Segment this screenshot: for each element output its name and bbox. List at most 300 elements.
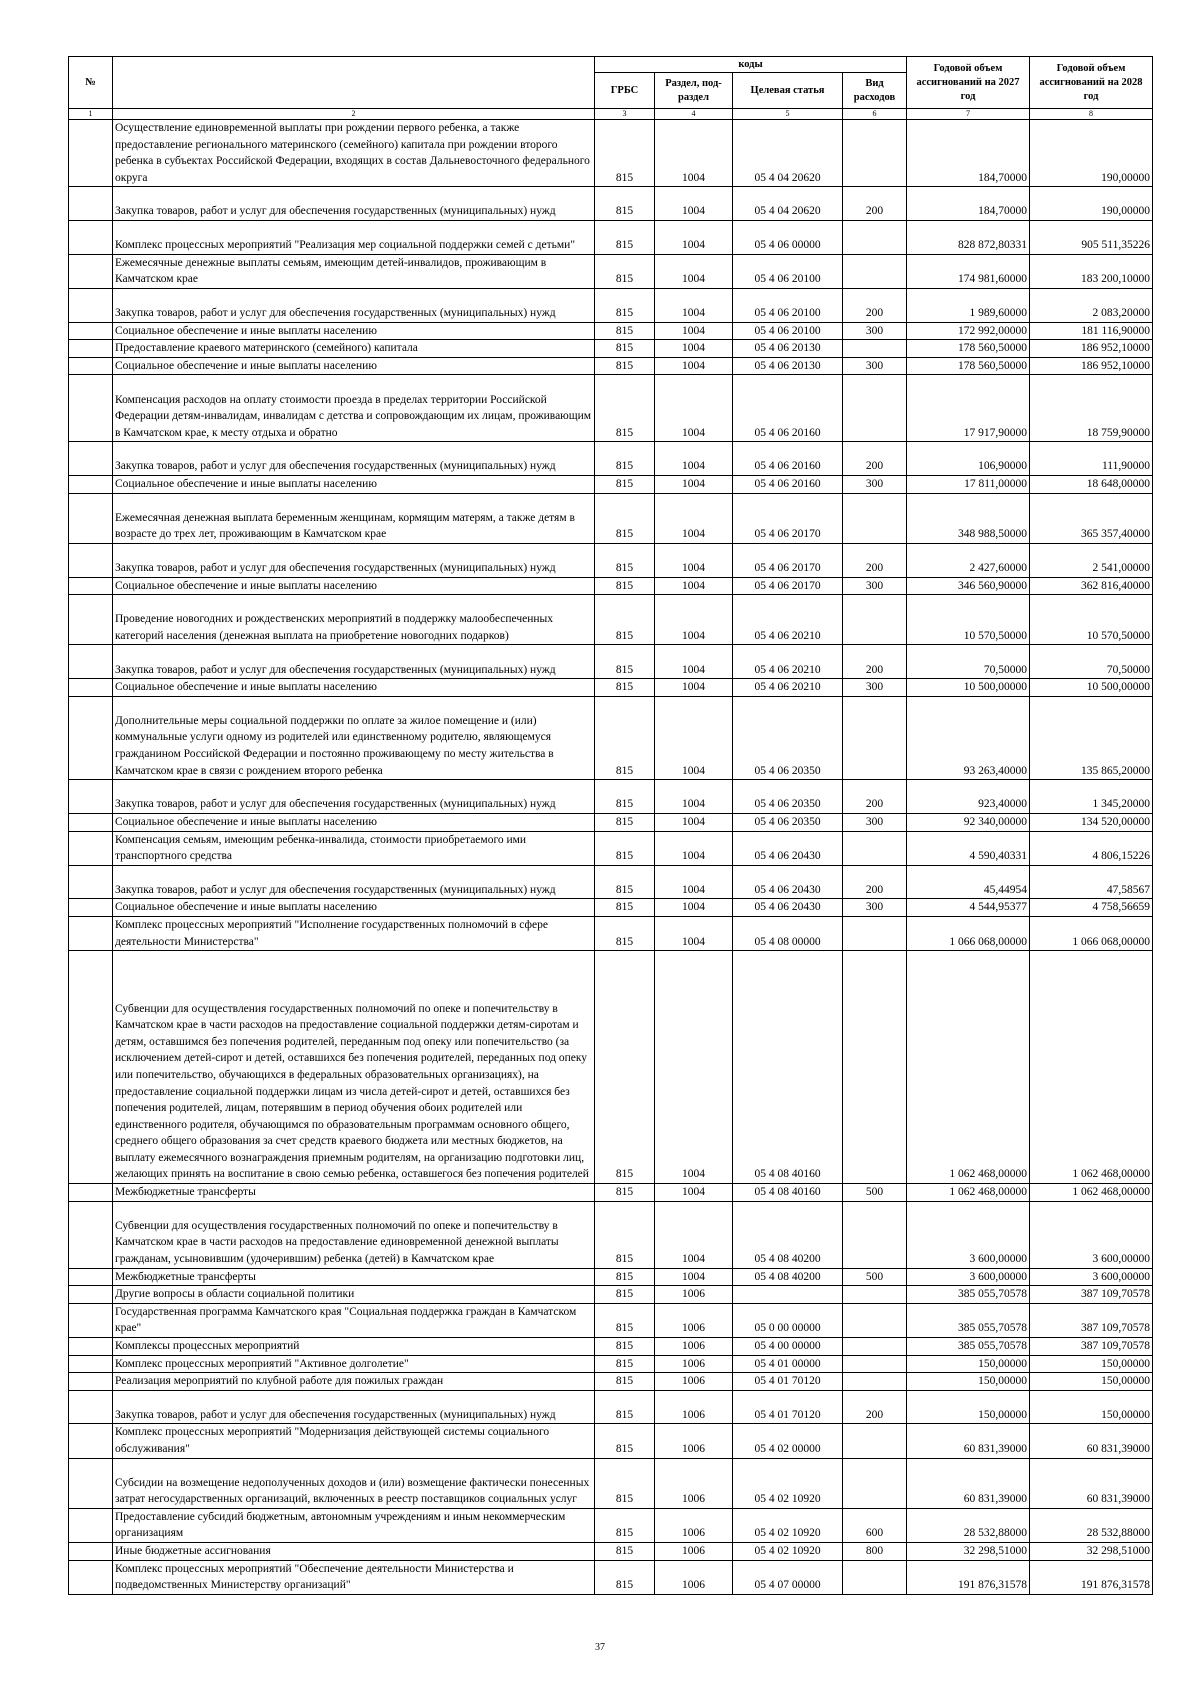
table-row [69,1508,1153,1542]
row-2027-cell: 93 263,40000 [907,696,1030,780]
row-number-cell [69,475,113,493]
row-2027-cell: 70,50000 [907,645,1030,679]
header-razdel: Раздел, под-раздел [655,73,733,109]
row-grbs-cell: 815 [595,645,655,679]
row-2027-cell: 1 062 468,00000 [907,951,1030,1184]
row-name-cell: Закупка товаров, работ и услуг для обеспечения государственных (муниципальных) нужд [113,645,595,679]
row-number-cell [69,1458,113,1508]
row-grbs-cell: 815 [595,288,655,322]
row-grbs-cell: 815 [595,916,655,950]
row-grbs-cell: 815 [595,442,655,476]
table-row [69,1201,1153,1268]
row-2027-cell: 10 570,50000 [907,595,1030,645]
row-razdel-cell: 1004 [655,899,733,917]
row-name-cell: Социальное обеспечение и иные выплаты населению [113,899,595,917]
row-statya-cell: 05 4 06 20430 [733,831,843,865]
row-2028-cell: 134 520,00000 [1030,813,1153,831]
row-2027-cell: 60 831,39000 [907,1458,1030,1508]
table-row [69,1337,1153,1355]
row-grbs-cell: 815 [595,1303,655,1337]
table-row [69,679,1153,697]
row-number-cell [69,375,113,442]
row-2028-cell: 186 952,10000 [1030,357,1153,375]
row-vid-cell: 200 [843,865,907,899]
row-vid-cell: 200 [843,780,907,814]
colnum: 7 [907,109,1030,120]
table-row [69,254,1153,288]
row-2028-cell: 150,00000 [1030,1390,1153,1424]
row-2028-cell: 18 648,00000 [1030,475,1153,493]
header-codes: коды [595,57,907,73]
row-number-cell [69,1286,113,1304]
row-number-cell [69,1424,113,1458]
row-grbs-cell: 815 [595,1184,655,1202]
row-2027-cell: 3 600,00000 [907,1201,1030,1268]
row-statya-cell: 05 4 08 40200 [733,1268,843,1286]
table-row [69,865,1153,899]
row-grbs-cell: 815 [595,120,655,187]
row-2027-cell: 150,00000 [907,1390,1030,1424]
row-name-cell: Комплексы процессных мероприятий [113,1337,595,1355]
table-row [69,322,1153,340]
table-row [69,340,1153,358]
row-name-cell: Другие вопросы в области социальной политики [113,1286,595,1304]
row-name-cell: Проведение новогодних и рождественских мероприятий в поддержку малообеспеченных категорий населения (денежная выплата на приобретение новогодних подарков) [113,595,595,645]
row-vid-cell [843,120,907,187]
row-name-cell: Закупка товаров, работ и услуг для обеспечения государственных (муниципальных) нужд [113,442,595,476]
row-number-cell [69,696,113,780]
row-grbs-cell: 815 [595,254,655,288]
row-vid-cell: 500 [843,1184,907,1202]
row-vid-cell: 200 [843,1390,907,1424]
row-statya-cell: 05 4 01 70120 [733,1373,843,1391]
row-2028-cell: 186 952,10000 [1030,340,1153,358]
row-vid-cell: 200 [843,187,907,221]
row-statya-cell: 05 4 06 00000 [733,221,843,255]
row-statya-cell: 05 4 08 40200 [733,1201,843,1268]
row-razdel-cell: 1006 [655,1337,733,1355]
row-2027-cell: 385 055,70578 [907,1303,1030,1337]
row-2028-cell: 47,58567 [1030,865,1153,899]
row-razdel-cell: 1006 [655,1508,733,1542]
row-grbs-cell: 815 [595,1424,655,1458]
row-2027-cell: 1 066 068,00000 [907,916,1030,950]
row-grbs-cell: 815 [595,1373,655,1391]
colnum: 5 [733,109,843,120]
row-2027-cell: 385 055,70578 [907,1286,1030,1304]
row-2028-cell: 111,90000 [1030,442,1153,476]
row-razdel-cell: 1004 [655,254,733,288]
row-razdel-cell: 1004 [655,120,733,187]
row-number-cell [69,899,113,917]
table-row [69,951,1153,1184]
row-statya-cell: 05 4 06 20430 [733,899,843,917]
row-statya-cell: 05 4 06 20350 [733,696,843,780]
row-vid-cell [843,1458,907,1508]
row-razdel-cell: 1004 [655,187,733,221]
row-grbs-cell: 815 [595,187,655,221]
row-number-cell [69,187,113,221]
row-grbs-cell: 815 [595,475,655,493]
row-statya-cell: 05 4 04 20620 [733,120,843,187]
row-statya-cell: 05 4 06 20100 [733,254,843,288]
row-number-cell [69,1268,113,1286]
row-vid-cell: 600 [843,1508,907,1542]
row-statya-cell: 05 4 04 20620 [733,187,843,221]
row-statya-cell: 05 4 06 20430 [733,865,843,899]
row-2027-cell: 106,90000 [907,442,1030,476]
row-statya-cell: 05 4 06 20350 [733,813,843,831]
row-statya-cell: 05 4 07 00000 [733,1560,843,1594]
row-grbs-cell: 815 [595,1560,655,1594]
row-statya-cell: 05 4 06 20130 [733,357,843,375]
row-statya-cell: 05 4 06 20160 [733,375,843,442]
row-2027-cell: 4 544,95377 [907,899,1030,917]
row-statya-cell: 05 4 06 20350 [733,780,843,814]
table-row [69,1286,1153,1304]
row-number-cell [69,1390,113,1424]
row-2028-cell: 60 831,39000 [1030,1424,1153,1458]
row-name-cell: Ежемесячные денежные выплаты семьям, имеющим детей-инвалидов, проживающим в Камчатском крае [113,254,595,288]
table-row [69,187,1153,221]
row-grbs-cell: 815 [595,340,655,358]
row-grbs-cell: 815 [595,1201,655,1268]
row-vid-cell [843,951,907,1184]
row-razdel-cell: 1004 [655,951,733,1184]
row-razdel-cell: 1006 [655,1390,733,1424]
colnum: 4 [655,109,733,120]
row-grbs-cell: 815 [595,357,655,375]
row-vid-cell [843,1337,907,1355]
row-vid-cell [843,916,907,950]
row-2028-cell: 150,00000 [1030,1373,1153,1391]
row-razdel-cell: 1004 [655,645,733,679]
table-row [69,780,1153,814]
row-number-cell [69,679,113,697]
row-statya-cell: 05 4 06 20160 [733,475,843,493]
table-row [69,288,1153,322]
row-razdel-cell: 1004 [655,493,733,543]
row-statya-cell: 05 4 08 00000 [733,916,843,950]
header-vid: Вид расходов [843,73,907,109]
row-2028-cell: 135 865,20000 [1030,696,1153,780]
row-grbs-cell: 815 [595,696,655,780]
row-statya-cell: 05 4 02 10920 [733,1508,843,1542]
row-name-cell: Социальное обеспечение и иные выплаты населению [113,357,595,375]
table-row [69,645,1153,679]
row-2027-cell: 828 872,80331 [907,221,1030,255]
row-vid-cell: 300 [843,357,907,375]
row-grbs-cell: 815 [595,1268,655,1286]
row-number-cell [69,1303,113,1337]
row-razdel-cell: 1004 [655,288,733,322]
row-number-cell [69,1560,113,1594]
row-name-cell: Социальное обеспечение и иные выплаты населению [113,679,595,697]
row-number-cell [69,1201,113,1268]
row-name-cell: Субвенции для осуществления государственных полномочий по опеке и попечительству в Камчатском крае в части расходов на предоставление единовременной денежной выплаты гражданам, усыновившим (удочерившим) ребенка (детей) в Камчатском крае [113,1201,595,1268]
row-2028-cell: 2 083,20000 [1030,288,1153,322]
row-2028-cell: 362 816,40000 [1030,577,1153,595]
row-vid-cell: 800 [843,1543,907,1561]
header-2028: Годовой объем ассигнований на 2028 год [1030,57,1153,109]
row-name-cell: Комплекс процессных мероприятий "Обеспечение деятельности Министерства и подведомственных Министерству организаций" [113,1560,595,1594]
row-number-cell [69,120,113,187]
table-row [69,1268,1153,1286]
row-razdel-cell: 1006 [655,1424,733,1458]
row-name-cell: Социальное обеспечение и иные выплаты населению [113,475,595,493]
row-razdel-cell: 1004 [655,865,733,899]
row-razdel-cell: 1004 [655,442,733,476]
row-number-cell [69,340,113,358]
row-name-cell: Реализация мероприятий по клубной работе для пожилых граждан [113,1373,595,1391]
row-2028-cell: 387 109,70578 [1030,1337,1153,1355]
row-statya-cell: 05 4 08 40160 [733,1184,843,1202]
row-2028-cell: 191 876,31578 [1030,1560,1153,1594]
table-row [69,696,1153,780]
row-statya-cell: 05 4 02 00000 [733,1424,843,1458]
row-vid-cell [843,1286,907,1304]
row-vid-cell [843,1560,907,1594]
row-name-cell: Компенсация семьям, имеющим ребенка-инвалида, стоимости приобретаемого ими транспортного средства [113,831,595,865]
row-name-cell: Предоставление краевого материнского (семейного) капитала [113,340,595,358]
row-2028-cell: 387 109,70578 [1030,1286,1153,1304]
row-number-cell [69,322,113,340]
row-name-cell: Комплекс процессных мероприятий "Активное долголетие" [113,1355,595,1373]
row-name-cell: Комплекс процессных мероприятий "Модернизация действующей системы социального обслуживания" [113,1424,595,1458]
row-razdel-cell: 1004 [655,357,733,375]
row-razdel-cell: 1004 [655,696,733,780]
row-2027-cell: 150,00000 [907,1355,1030,1373]
row-razdel-cell: 1006 [655,1286,733,1304]
table-row [69,595,1153,645]
table-row [69,1355,1153,1373]
row-grbs-cell: 815 [595,1390,655,1424]
row-grbs-cell: 815 [595,1508,655,1542]
row-2028-cell: 190,00000 [1030,187,1153,221]
row-vid-cell: 200 [843,288,907,322]
row-2028-cell: 181 116,90000 [1030,322,1153,340]
row-statya-cell: 05 4 06 20210 [733,645,843,679]
row-2027-cell: 178 560,50000 [907,340,1030,358]
row-2027-cell: 32 298,51000 [907,1543,1030,1561]
row-grbs-cell: 815 [595,1337,655,1355]
row-statya-cell: 05 4 02 10920 [733,1543,843,1561]
row-2028-cell: 905 511,35226 [1030,221,1153,255]
table-row [69,442,1153,476]
row-vid-cell [843,1303,907,1337]
row-vid-cell: 200 [843,645,907,679]
row-2027-cell: 2 427,60000 [907,543,1030,577]
row-2028-cell: 10 500,00000 [1030,679,1153,697]
header-grbs: ГРБС [595,73,655,109]
row-name-cell: Предоставление субсидий бюджетным, автономным учреждениям и иным некоммерческим организациям [113,1508,595,1542]
page-number: 37 [595,1642,605,1653]
row-number-cell [69,595,113,645]
row-statya-cell: 05 4 06 20160 [733,442,843,476]
row-2028-cell: 183 200,10000 [1030,254,1153,288]
row-2028-cell: 32 298,51000 [1030,1543,1153,1561]
row-2028-cell: 2 541,00000 [1030,543,1153,577]
header-statya: Целевая статья [733,73,843,109]
row-2027-cell: 1 989,60000 [907,288,1030,322]
row-2027-cell: 3 600,00000 [907,1268,1030,1286]
row-2027-cell: 172 992,00000 [907,322,1030,340]
row-grbs-cell: 815 [595,813,655,831]
row-vid-cell: 500 [843,1268,907,1286]
row-2028-cell: 150,00000 [1030,1355,1153,1373]
row-2027-cell: 92 340,00000 [907,813,1030,831]
row-2027-cell: 348 988,50000 [907,493,1030,543]
row-number-cell [69,577,113,595]
row-grbs-cell: 815 [595,493,655,543]
row-2028-cell: 4 758,56659 [1030,899,1153,917]
row-2028-cell: 1 345,20000 [1030,780,1153,814]
table-row [69,375,1153,442]
row-grbs-cell: 815 [595,221,655,255]
row-number-cell [69,865,113,899]
row-name-cell: Социальное обеспечение и иные выплаты населению [113,322,595,340]
table-row [69,221,1153,255]
row-number-cell [69,1337,113,1355]
row-razdel-cell: 1006 [655,1458,733,1508]
row-number-cell [69,780,113,814]
row-2027-cell: 1 062 468,00000 [907,1184,1030,1202]
row-razdel-cell: 1006 [655,1373,733,1391]
row-vid-cell [843,375,907,442]
row-number-cell [69,1355,113,1373]
row-grbs-cell: 815 [595,899,655,917]
row-razdel-cell: 1004 [655,322,733,340]
row-razdel-cell: 1004 [655,475,733,493]
row-name-cell: Комплекс процессных мероприятий "Исполнение государственных полномочий в сфере деятельности Министерства" [113,916,595,950]
row-2028-cell: 1 062 468,00000 [1030,951,1153,1184]
header-2027: Годовой объем ассигнований на 2027 год [907,57,1030,109]
row-grbs-cell: 815 [595,577,655,595]
colnum: 1 [69,109,113,120]
row-2027-cell: 184,70000 [907,120,1030,187]
row-number-cell [69,1373,113,1391]
table-row [69,1373,1153,1391]
row-2028-cell: 365 357,40000 [1030,493,1153,543]
row-vid-cell [843,340,907,358]
row-number-cell [69,645,113,679]
row-name-cell: Ежемесячная денежная выплата беременным женщинам, кормящим матерям, а также детям в возрасте до трех лет, проживающим в Камчатском крае [113,493,595,543]
row-2028-cell: 3 600,00000 [1030,1201,1153,1268]
row-2028-cell: 60 831,39000 [1030,1458,1153,1508]
row-number-cell [69,1543,113,1561]
table-row [69,120,1153,187]
row-statya-cell: 05 4 06 20100 [733,322,843,340]
row-grbs-cell: 815 [595,595,655,645]
row-name-cell: Социальное обеспечение и иные выплаты населению [113,577,595,595]
row-2027-cell: 346 560,90000 [907,577,1030,595]
row-razdel-cell: 1004 [655,340,733,358]
table-row [69,1184,1153,1202]
row-2027-cell: 17 917,90000 [907,375,1030,442]
row-name-cell: Закупка товаров, работ и услуг для обеспечения государственных (муниципальных) нужд [113,187,595,221]
row-statya-cell: 05 4 06 20210 [733,679,843,697]
table-row [69,813,1153,831]
row-2027-cell: 150,00000 [907,1373,1030,1391]
header-name [113,57,595,109]
row-2028-cell: 10 570,50000 [1030,595,1153,645]
row-2027-cell: 923,40000 [907,780,1030,814]
row-razdel-cell: 1004 [655,1201,733,1268]
row-grbs-cell: 815 [595,865,655,899]
row-statya-cell: 05 4 08 40160 [733,951,843,1184]
row-number-cell [69,951,113,1184]
row-name-cell: Закупка товаров, работ и услуг для обеспечения государственных (муниципальных) нужд [113,865,595,899]
row-vid-cell [843,595,907,645]
row-grbs-cell: 815 [595,679,655,697]
row-2028-cell: 3 600,00000 [1030,1268,1153,1286]
row-2028-cell: 70,50000 [1030,645,1153,679]
row-2027-cell: 385 055,70578 [907,1337,1030,1355]
row-statya-cell: 05 4 02 10920 [733,1458,843,1508]
row-vid-cell: 300 [843,322,907,340]
row-grbs-cell: 815 [595,375,655,442]
row-grbs-cell: 815 [595,951,655,1184]
row-razdel-cell: 1004 [655,780,733,814]
row-razdel-cell: 1006 [655,1303,733,1337]
row-statya-cell: 05 4 06 20170 [733,543,843,577]
row-2027-cell: 28 532,88000 [907,1508,1030,1542]
row-name-cell: Закупка товаров, работ и услуг для обеспечения государственных (муниципальных) нужд [113,543,595,577]
row-statya-cell: 05 4 00 00000 [733,1337,843,1355]
row-razdel-cell: 1004 [655,375,733,442]
row-vid-cell [843,1355,907,1373]
row-name-cell: Компенсация расходов на оплату стоимости проезда в пределах территории Российской Федерации детям-инвалидам, инвалидам с детства и сопровождающим их лицам, проживающим в Камчатском крае, к месту отдыха и обратно [113,375,595,442]
row-2028-cell: 18 759,90000 [1030,375,1153,442]
budget-table [68,56,1153,1595]
row-grbs-cell: 815 [595,1286,655,1304]
row-name-cell: Осуществление единовременной выплаты при рождении первого ребенка, а также предоставление регионального материнского (семейного) капитала при рождении второго ребенка в субъектах Российской Федерации, входящих в состав Дальневосточного федерального округа [113,120,595,187]
row-2027-cell: 10 500,00000 [907,679,1030,697]
row-razdel-cell: 1004 [655,595,733,645]
row-vid-cell: 200 [843,442,907,476]
row-name-cell: Субсидии на возмещение недополученных доходов и (или) возмещение фактически понесенных затрат негосударственных организаций, включенных в реестр поставщиков социальных услуг [113,1458,595,1508]
row-razdel-cell: 1004 [655,831,733,865]
colnum: 2 [113,109,595,120]
row-name-cell: Закупка товаров, работ и услуг для обеспечения государственных (муниципальных) нужд [113,1390,595,1424]
colnum: 3 [595,109,655,120]
row-name-cell: Субвенции для осуществления государственных полномочий по опеке и попечительству в Камчатском крае в части расходов на предоставление социальной поддержки детям-сиротам и детям, оставшимся без попечения родителей, переданным под опеку или попечительство (за исключением детей-сирот и детей, оставшихся без попечения родителей, переданных под опеку или попечительство, обучающихся в федеральных образовательных организациях), на предоставление социальной поддержки лицам из числа детей-сирот и детей, оставшихся без попечения родителей, лицам, потерявшим в период обучения обоих родителей или единственного родителя, обучающимся по образовательным программам основного общего, среднего общего образования за счет средств краевого бюджета или местных бюджетов, на выплату ежемесячного вознаграждения приемным родителям, на организацию подготовки лиц, желающих принять на воспитание в свою семью ребенка, оставшегося без попечения родителей [113,951,595,1184]
row-2028-cell: 28 532,88000 [1030,1508,1153,1542]
row-vid-cell: 300 [843,899,907,917]
row-vid-cell [843,493,907,543]
row-vid-cell [843,1373,907,1391]
row-grbs-cell: 815 [595,1458,655,1508]
row-2028-cell: 190,00000 [1030,120,1153,187]
row-number-cell [69,442,113,476]
row-name-cell: Межбюджетные трансферты [113,1184,595,1202]
row-grbs-cell: 815 [595,780,655,814]
row-vid-cell: 300 [843,813,907,831]
row-vid-cell: 200 [843,543,907,577]
row-2027-cell: 191 876,31578 [907,1560,1030,1594]
row-number-cell [69,493,113,543]
row-vid-cell [843,1424,907,1458]
row-name-cell: Государственная программа Камчатского края "Социальная поддержка граждан в Камчатском крае" [113,1303,595,1337]
row-number-cell [69,1508,113,1542]
row-razdel-cell: 1004 [655,221,733,255]
row-statya-cell: 05 4 06 20130 [733,340,843,358]
row-number-cell [69,543,113,577]
row-statya-cell: 05 4 01 00000 [733,1355,843,1373]
row-2027-cell: 17 811,00000 [907,475,1030,493]
table-row [69,916,1153,950]
row-grbs-cell: 815 [595,322,655,340]
